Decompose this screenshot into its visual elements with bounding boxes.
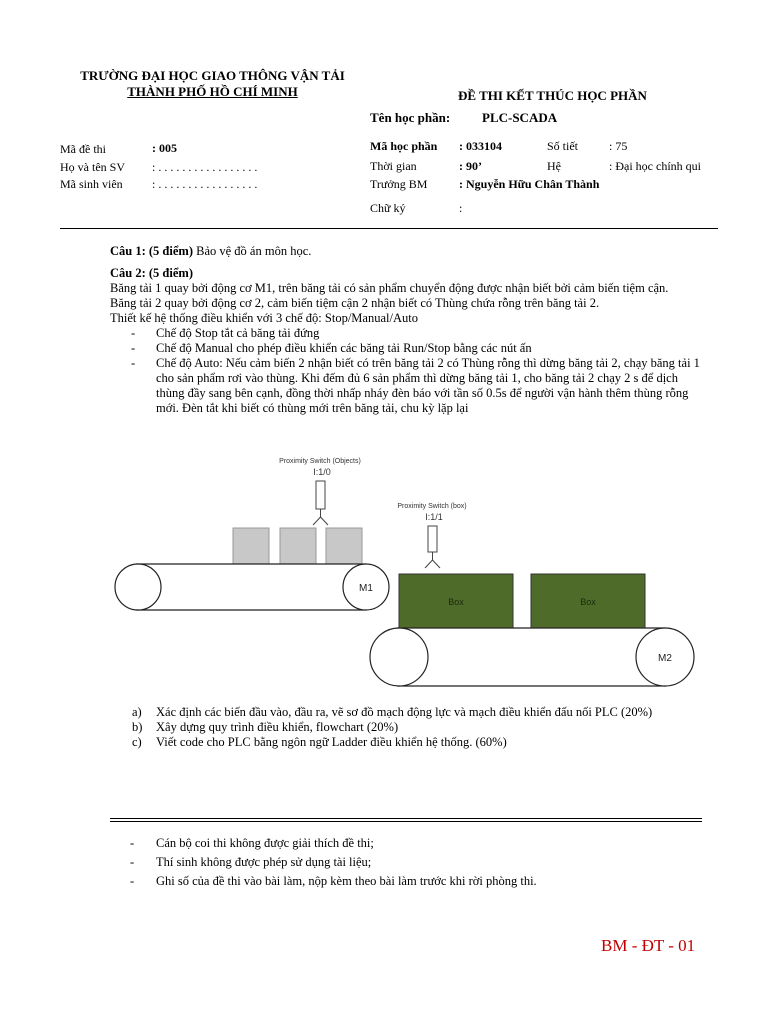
question-2-paragraph-3: Thiết kế hệ thống điều khiển với 3 chế độ: Stop/Manual/Auto [110, 311, 418, 325]
note-1-text: Cán bộ coi thi không được giải thích đề thi; [156, 836, 374, 850]
task-b-marker: b) [132, 720, 143, 734]
box-2-label: Box [580, 597, 596, 607]
course-code-label: Mã học phần [370, 139, 438, 153]
motor-2-label: M2 [658, 653, 672, 664]
question-1-text: Bảo vệ đồ án môn học. [192, 244, 312, 258]
exam-code-label: Mã đề thi [60, 142, 106, 156]
course-label: Tên học phần: [370, 110, 451, 125]
student-name-field: : . . . . . . . . . . . . . . . . . [152, 160, 258, 174]
note-3-text: Ghi số của đề thi vào bài làm, nộp kèm theo bài làm trước khi rời phòng thi. [156, 874, 537, 888]
question-2-paragraph-2: Băng tải 2 quay bởi động cơ 2, cảm biến tiệm cận 2 nhận biết có Thùng chứa rỗng trên băng tải 2. [110, 296, 600, 310]
question-1-prefix: Câu 1: (5 điểm) [110, 244, 193, 258]
mode-stop: - Chế độ Stop tắt cả băng tải đứng [156, 326, 700, 341]
task-list [110, 705, 710, 750]
head-of-dept-label: Trưởng BM [370, 177, 428, 191]
mode-auto: - Chế độ Auto: Nếu cảm biến 2 nhận biết có trên băng tải 2 có Thùng rỗng thì dừng băng tải 2, chạy băng tải 1 cho sản phẩm rơi vào thùng. Khi đếm đủ 6 sản phẩm thì dừng băng tải 1, cho băng tải 2 chạy 2 s để dịch thùng đầy sang bên cạnh, đồng thời nhấp nháy đèn báo với tần số 0.5s để người vận hành thêm thùng rỗng mới. Đèn tắt khi biết có thùng mới trên băng tải, chu kỳ lặp lại [156, 356, 700, 416]
product-1 [233, 528, 269, 564]
task-c-marker: c) [132, 735, 142, 749]
footer-divider-top [110, 818, 702, 819]
student-name-label: Họ và tên SV [60, 160, 125, 174]
university-name-line1: TRƯỜNG ĐẠI HỌC GIAO THÔNG VẬN TẢI [80, 68, 345, 83]
note-2: - Thí sinh không được phép sử dụng tài liệu; [130, 855, 372, 869]
question-2-paragraph-1: Băng tải 1 quay bởi động cơ M1, trên băng tải có sản phẩm chuyển động được nhận biết bởi cảm biến tiệm cận. [110, 281, 669, 295]
course-value: PLC-SCADA [482, 110, 558, 125]
signature-value: : [459, 201, 463, 215]
product-2 [280, 528, 316, 564]
time-value: : 90’ [459, 159, 482, 173]
course-code-value: : 033104 [459, 139, 502, 153]
system-label: Hệ [547, 159, 561, 173]
task-a [110, 705, 710, 720]
sensor-1-address: I:1/0 [313, 467, 331, 477]
mode-manual: - Chế độ Manual cho phép điều khiển các băng tải Run/Stop bằng các nút ấn [156, 341, 700, 356]
header-divider [60, 228, 718, 229]
sensor-1-label: Proximity Switch (Objects) [279, 458, 361, 465]
task-c-text: Viết code cho PLC bằng ngôn ngữ Ladder điều khiển hệ thống. (60%) [156, 735, 507, 749]
sensor-2-label: Proximity Switch (box) [397, 503, 467, 510]
question-2 [110, 266, 700, 416]
signature-label: Chữ ký [370, 201, 406, 215]
exam-code-value: : 005 [152, 141, 177, 155]
university-name-line2: THÀNH PHỐ HỒ CHÍ MINH [127, 84, 298, 99]
note-2-text: Thí sinh không được phép sử dụng tài liệu; [156, 855, 372, 869]
motor-1-label: M1 [359, 583, 373, 594]
box-1-label: Box [448, 597, 464, 607]
note-3: - Ghi số của đề thi vào bài làm, nộp kèm theo bài làm trước khi rời phòng thi. [130, 874, 537, 888]
task-b [110, 720, 710, 735]
mode-list [110, 326, 700, 416]
form-code: BM - ĐT - 01 [601, 936, 696, 955]
system-value: : Đại học chính qui [609, 159, 701, 173]
note-1: - Cán bộ coi thi không được giải thích đề thi; [130, 836, 374, 850]
exam-title: ĐỀ THI KẾT THÚC HỌC PHẦN [458, 88, 647, 103]
student-id-label: Mã sinh viên [60, 177, 123, 191]
student-id-field: : . . . . . . . . . . . . . . . . . [152, 177, 258, 191]
exam-notes [130, 836, 537, 893]
periods-value: : 75 [609, 139, 628, 153]
footer-divider-bottom [110, 821, 702, 822]
question-1 [110, 244, 700, 259]
conveyor-diagram [110, 450, 702, 700]
head-of-dept-value: : Nguyễn Hữu Chân Thành [459, 177, 600, 191]
sensor-2-address: I:1/1 [425, 512, 443, 522]
task-c [110, 735, 710, 750]
time-label: Thời gian [370, 159, 417, 173]
task-a-marker: a) [132, 705, 142, 719]
product-3 [326, 528, 362, 564]
question-2-prefix: Câu 2: (5 điểm) [110, 266, 193, 280]
task-a-text: Xác định các biến đầu vào, đầu ra, vẽ sơ đồ mạch động lực và mạch điều khiển đấu nối PLC (20%) [156, 705, 653, 719]
periods-label: Số tiết [547, 139, 579, 153]
task-b-text: Xây dựng quy trình điều khiển, flowchart (20%) [156, 720, 399, 734]
